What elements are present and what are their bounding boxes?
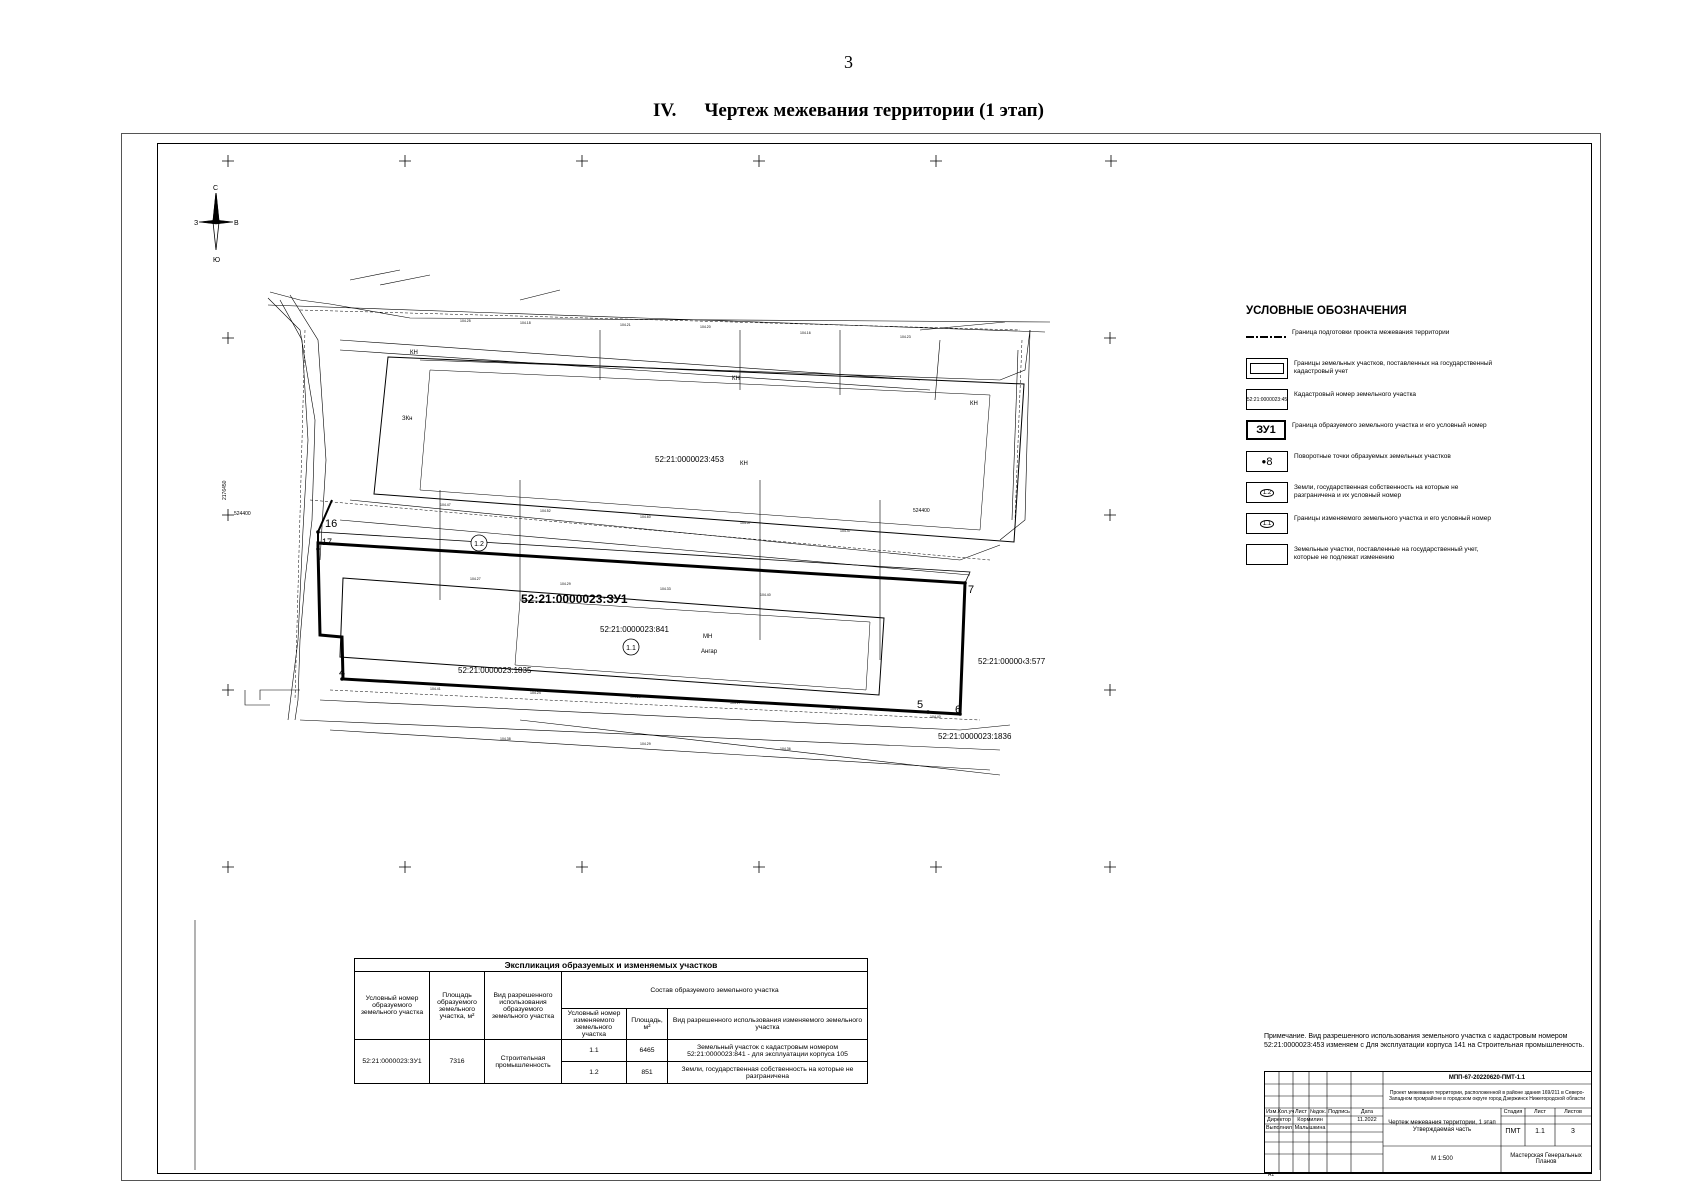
coord-x-left: 2176450 bbox=[222, 480, 228, 500]
svg-text:104.40: 104.40 bbox=[930, 715, 941, 719]
legend-title: УСЛОВНЫЕ ОБОЗНАЧЕНИЯ bbox=[1246, 305, 1407, 317]
point-16: 16 bbox=[325, 518, 338, 530]
point-sample: ● 8 bbox=[1246, 451, 1288, 472]
svg-text:104.29: 104.29 bbox=[830, 707, 841, 711]
label-parcel-841-sub: Ангар bbox=[701, 649, 718, 655]
svg-text:104.29: 104.29 bbox=[560, 582, 571, 586]
svg-text:104.41: 104.41 bbox=[430, 687, 441, 691]
legend-item-cadastral-number: 52:21:0000023:45 Кадастровый номер земельного участка bbox=[1246, 389, 1496, 420]
legend-item-unchanged-parcel: Земельные участки, поставленные на государственный учет, которые не подлежат изменению bbox=[1246, 544, 1496, 575]
svg-text:104.18: 104.18 bbox=[520, 321, 531, 325]
stamp-scale: М 1:500 bbox=[1431, 1156, 1453, 1162]
inner-building-top bbox=[420, 370, 990, 530]
svg-text:104.21: 104.21 bbox=[620, 323, 631, 327]
svg-text:104.20: 104.20 bbox=[700, 325, 711, 329]
stamp-sheets: 3 bbox=[1571, 1127, 1575, 1135]
circled-number-sample-2: 1.1 bbox=[1246, 513, 1288, 534]
cell-row2-num: 1.2 bbox=[562, 1062, 627, 1084]
svg-text:104.47: 104.47 bbox=[440, 503, 451, 507]
grid-crosses bbox=[222, 155, 1117, 873]
col-composition: Состав образуемого земельного участка bbox=[562, 972, 868, 1009]
col-area: Площадь образуемого земельного участка, м² bbox=[430, 972, 485, 1040]
col-use: Вид разрешенного использования образуемого земельного участка bbox=[485, 972, 562, 1040]
cell-use: Строительная промышленность bbox=[485, 1040, 562, 1084]
cadastral-number-sample: 52:21:0000023:45 bbox=[1246, 389, 1288, 410]
label-kn-2: КН bbox=[732, 376, 740, 382]
point-17: 17 bbox=[322, 537, 333, 547]
label-parcel-841: 52:21:0000023:841 bbox=[600, 625, 669, 634]
svg-text:104.25: 104.25 bbox=[460, 319, 471, 323]
cell-row1-area: 6465 bbox=[627, 1040, 668, 1062]
cell-row1-num: 1.1 bbox=[562, 1040, 627, 1062]
point-7: 7 bbox=[968, 584, 975, 596]
legend-item-cadastral-boundary: Границы земельных участков, поставленных на государственный кадастровый учет bbox=[1246, 358, 1496, 389]
legend-item-project-boundary: Граница подготовки проекта межевания территории bbox=[1246, 327, 1496, 358]
label-parcel-577: 52:21:00000‹3:577 bbox=[978, 657, 1046, 666]
label-parcel-453-use: КН bbox=[740, 461, 748, 467]
svg-text:104.52: 104.52 bbox=[540, 509, 551, 513]
cell-row1-use: Земельный участок с кадастровым номером 52:21:0000023:841 - для эксплуатации корпуса 105 bbox=[668, 1040, 868, 1062]
svg-text:104.60: 104.60 bbox=[640, 515, 651, 519]
coord-y-left: 524400 bbox=[234, 511, 251, 517]
label-parcel-841-use: МН bbox=[703, 634, 713, 640]
stamp-org: Мастерская Генеральных Планов bbox=[1510, 1153, 1582, 1165]
svg-text:104.33: 104.33 bbox=[660, 587, 671, 591]
stamp-date: 11.2022 bbox=[1357, 1117, 1377, 1123]
svg-text:104.40: 104.40 bbox=[760, 593, 771, 597]
svg-text:104.29: 104.29 bbox=[640, 742, 651, 746]
legend bbox=[1246, 305, 1496, 575]
label-parcel-453: 52:21:0000023:453 bbox=[655, 455, 724, 464]
north-arrow bbox=[199, 193, 233, 250]
compass-south: Ю bbox=[213, 257, 221, 264]
note-text: Примечание. Вид разрешенного использования земельного участка с кадастровым номером 52:21:0000023:453 изменяем с Для эксплуатации корпуса 141 на Строительная промышленность. bbox=[1264, 1033, 1585, 1049]
stamp-sheet-title: Чертеж межевания территории, 1 этап Утверждаемая часть bbox=[1388, 1120, 1496, 1133]
cell-zu: 52:21:0000023:ЗУ1 bbox=[355, 1040, 430, 1084]
survey-spot-marks bbox=[430, 319, 941, 751]
stamp-sheet: 1.1 bbox=[1535, 1127, 1545, 1135]
svg-text:104.57: 104.57 bbox=[740, 521, 751, 525]
label-zu1: 52:21:0000023:ЗУ1 bbox=[521, 592, 628, 606]
svg-text:104.23: 104.23 bbox=[900, 335, 911, 339]
svg-text:104.47: 104.47 bbox=[840, 529, 851, 533]
point-6: 6 bbox=[955, 704, 962, 716]
empty-rectangle-icon bbox=[1246, 544, 1288, 565]
sub-area: Площадь, м² bbox=[627, 1009, 668, 1040]
circle-11-label: 1.1 bbox=[626, 645, 636, 652]
stamp-director-role: Директор bbox=[1267, 1117, 1291, 1123]
section-title: Чертеж межевания территории (1 этап) bbox=[704, 100, 1044, 121]
circled-number-sample: 1.2 bbox=[1246, 482, 1288, 503]
cell-row2-area: 851 bbox=[627, 1062, 668, 1084]
cell-area: 7316 bbox=[430, 1040, 485, 1084]
circle-12-label: 1.2 bbox=[474, 541, 484, 548]
label-zkn: ЗКн bbox=[402, 416, 413, 422]
stamp-stage: ПМТ bbox=[1505, 1127, 1521, 1135]
section-number: IV. bbox=[653, 100, 677, 121]
label-parcel-1835: 52:21:0000023:1835 bbox=[458, 666, 532, 675]
zu-sample: ЗУ1 bbox=[1246, 420, 1286, 440]
turning-points bbox=[316, 530, 967, 716]
stamp-executor-name: Малышкина bbox=[1294, 1125, 1326, 1131]
stamp-executor-role: Выполнил bbox=[1265, 1125, 1293, 1131]
compass-east: В bbox=[234, 220, 239, 227]
title-block: МПП-67-20220620-ПМТ-1.1 Проект межевания территории, расположенной в районе здания 169/211 в Северо-Западном промрайоне в городском округе город Дзержинск Нижегородской области Изм. Кол.уч Лист №док. Подпись Дата Директор Кормилин 11.2022 Выполнил Малышкина Чертеж межевания территории, 1 этап Утверждаемая часть Стадия Лист Листов ПМТ 1.1 3 М 1:500 Мастерская Генеральных Планов bbox=[1264, 1071, 1592, 1173]
coord-y-right: 524400 bbox=[913, 508, 930, 514]
svg-text:104.24: 104.24 bbox=[530, 691, 541, 695]
rectangle-icon bbox=[1246, 358, 1288, 379]
point-4: 4 bbox=[339, 667, 346, 679]
dash-dot-line-icon bbox=[1246, 327, 1286, 346]
legend-item-changed-parcel: 1.1 Границы изменяемого земельного участка и его условный номер bbox=[1246, 513, 1496, 544]
svg-text:104.38: 104.38 bbox=[500, 737, 511, 741]
stamp-project: Проект межевания территории, расположенной в районе здания 169/211 в Северо-Западном промрайоне в городском округе город Дзержинск Нижегородской области bbox=[1388, 1090, 1586, 1102]
svg-text:104.16: 104.16 bbox=[800, 331, 811, 335]
point-5: 5 bbox=[917, 699, 924, 711]
legend-item-state-land: 1.2 Земли, государственная собственность на которые не разграничена и их условный номер bbox=[1246, 482, 1496, 513]
cell-row2-use: Земли, государственная собственность на которые не разграничена bbox=[668, 1062, 868, 1084]
explication-table bbox=[354, 958, 868, 1084]
sheet-format: А1 bbox=[1268, 1172, 1275, 1178]
sub-number: Условный номер изменяемого земельного участка bbox=[562, 1009, 627, 1040]
svg-text:104.27: 104.27 bbox=[470, 577, 481, 581]
col-zu-number: Условный номер образуемого земельного участка bbox=[355, 972, 430, 1040]
compass-north: С bbox=[213, 185, 219, 192]
label-kn-1: КН bbox=[410, 350, 418, 356]
land-12-strip bbox=[318, 532, 970, 583]
topographic-lines bbox=[245, 270, 1050, 775]
stamp-director-name: Кормилин bbox=[1297, 1117, 1323, 1123]
svg-text:104.29: 104.29 bbox=[630, 695, 641, 699]
svg-text:104.17: 104.17 bbox=[730, 701, 741, 705]
compass-west: З bbox=[194, 220, 199, 227]
dot-icon: ● bbox=[1261, 457, 1267, 466]
explication-title: Экспликация образуемых и изменяемых участков bbox=[355, 959, 868, 972]
sub-use: Вид разрешенного использования изменяемого земельного участка bbox=[668, 1009, 868, 1040]
label-parcel-1836: 52:21:0000023:1836 bbox=[938, 732, 1012, 741]
page-number: 3 bbox=[844, 52, 853, 72]
legend-item-zu-boundary: ЗУ1 Граница образуемого земельного участка и его условный номер bbox=[1246, 420, 1496, 451]
svg-text:104.36: 104.36 bbox=[780, 747, 791, 751]
stamp-code: МПП-67-20220620-ПМТ-1.1 bbox=[1448, 1075, 1526, 1081]
legend-item-turning-points: ● 8 Поворотные точки образуемых земельных участков bbox=[1246, 451, 1496, 482]
label-kn-3: КН bbox=[970, 401, 978, 407]
